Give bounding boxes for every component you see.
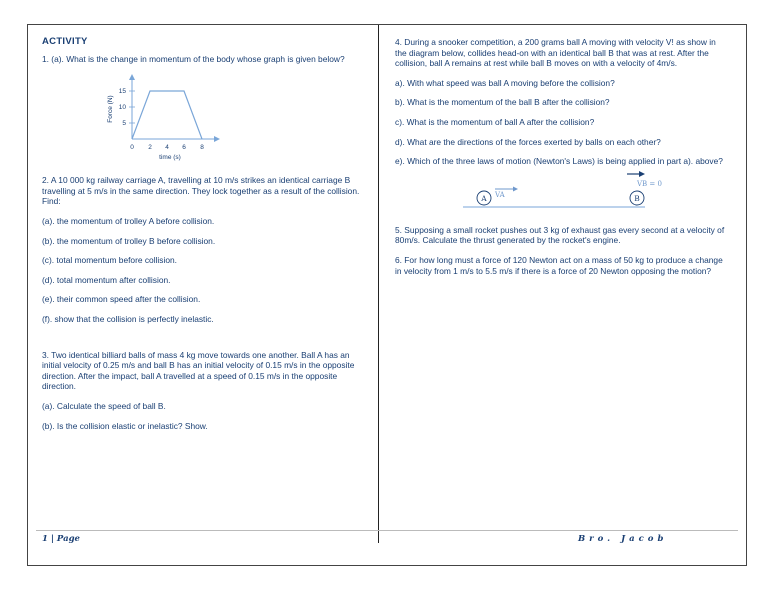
footer-rule: [36, 530, 738, 531]
ball-a-label: A: [481, 193, 487, 203]
question-4-item-e: e). Which of the three laws of motion (Newton's Laws) is being applied in part a). above?: [395, 156, 723, 167]
graph-ytick-10: 10: [118, 104, 126, 112]
graph-ytick-15: 15: [118, 88, 126, 96]
snooker-diagram: [455, 169, 662, 211]
column-divider: [378, 25, 379, 543]
graph-xtick-0: 0: [130, 144, 134, 152]
question-2-item-b: (b). the momentum of trolley B before collision.: [42, 235, 216, 246]
question-4-item-b: b). What is the momentum of the ball B after the collision?: [395, 97, 610, 108]
question-6-text: 6. For how long must a force of 120 Newton act on a mass of 50 kg to produce a change in velocity from 1 m/s to 5.5 m/s if there is a force of 20 Newton opposing the motion?: [395, 254, 723, 276]
question-4-text: 4. During a snooker competition, a 200 grams ball A moving with velocity V! as show in the diagram below, collides head-on with an identical ball B that was at rest. After the collision, ball A remains at rest while ball B moves on with a velocity of 4m/s.: [395, 37, 716, 69]
document-page: [27, 24, 747, 566]
graph-xtick-2: 2: [148, 144, 152, 152]
graph-y-arrow: [129, 74, 135, 80]
question-3-item-a: (a). Calculate the speed of ball B.: [42, 400, 166, 411]
graph-ylabel: Force (N): [107, 95, 114, 123]
question-2-item-c: (c). total momentum before collision.: [42, 255, 177, 266]
question-2-text: 2. A 10 000 kg railway carriage A, travelling at 10 m/s strikes an identical carriage B travelling at 5 m/s in the same direction. They lock together as a result of the collision. Find:: [42, 175, 360, 207]
ball-b-label: B: [634, 193, 640, 203]
right-column: [395, 37, 725, 285]
graph-xtick-8: 8: [200, 144, 204, 152]
question-2-item-f: (f). show that the collision is perfectly inelastic.: [42, 313, 214, 324]
velocity-b-label: VB = 0: [637, 179, 662, 188]
velocity-a-label: VA: [495, 190, 505, 199]
activity-heading: ACTIVITY: [42, 36, 88, 47]
author-name: Bro. Jacob: [578, 534, 668, 544]
question-5-text: 5. Supposing a small rocket pushes out 3 kg of exhaust gas every second at a velocity of 80m/s. Calculate the thrust generated by the rocket's engine.: [395, 224, 725, 246]
question-2-item-e: (e). their common speed after the collision.: [42, 294, 201, 305]
question-1-text: 1. (a). What is the change in momentum of the body whose graph is given below?: [42, 53, 345, 64]
graph-xtick-6: 6: [182, 144, 186, 152]
left-column: [42, 37, 368, 440]
question-4-item-a: a). With what speed was ball A moving before the collision?: [395, 77, 615, 88]
question-2-item-d: (d). total momentum after collision.: [42, 274, 171, 285]
graph-x-arrow: [214, 136, 220, 142]
page-number: 1 | Page: [42, 534, 80, 544]
question-2-item-a: (a). the momentum of trolley A before collision.: [42, 215, 215, 226]
graph-xlabel: time (s): [159, 154, 181, 162]
force-time-graph: [98, 73, 228, 163]
question-4-item-c: c). What is the momentum of ball A after the collision?: [395, 116, 595, 127]
question-4-item-d: d). What are the directions of the forces exerted by balls on each other?: [395, 136, 661, 147]
graph-xtick-4: 4: [165, 144, 169, 152]
question-3-item-b: (b). Is the collision elastic or inelastic? Show.: [42, 420, 208, 431]
graph-force-line: [132, 91, 202, 139]
graph-ytick-5: 5: [122, 120, 126, 128]
question-3-text: 3. Two identical billiard balls of mass 4 kg move towards one another. Ball A has an initial velocity of 0.25 m/s and ball B has an initial velocity of 0.15 m/s in the opposite direction. After the impact, ball A travelled at a speed of 0.15 m/s in the opposite direction.: [42, 349, 355, 392]
